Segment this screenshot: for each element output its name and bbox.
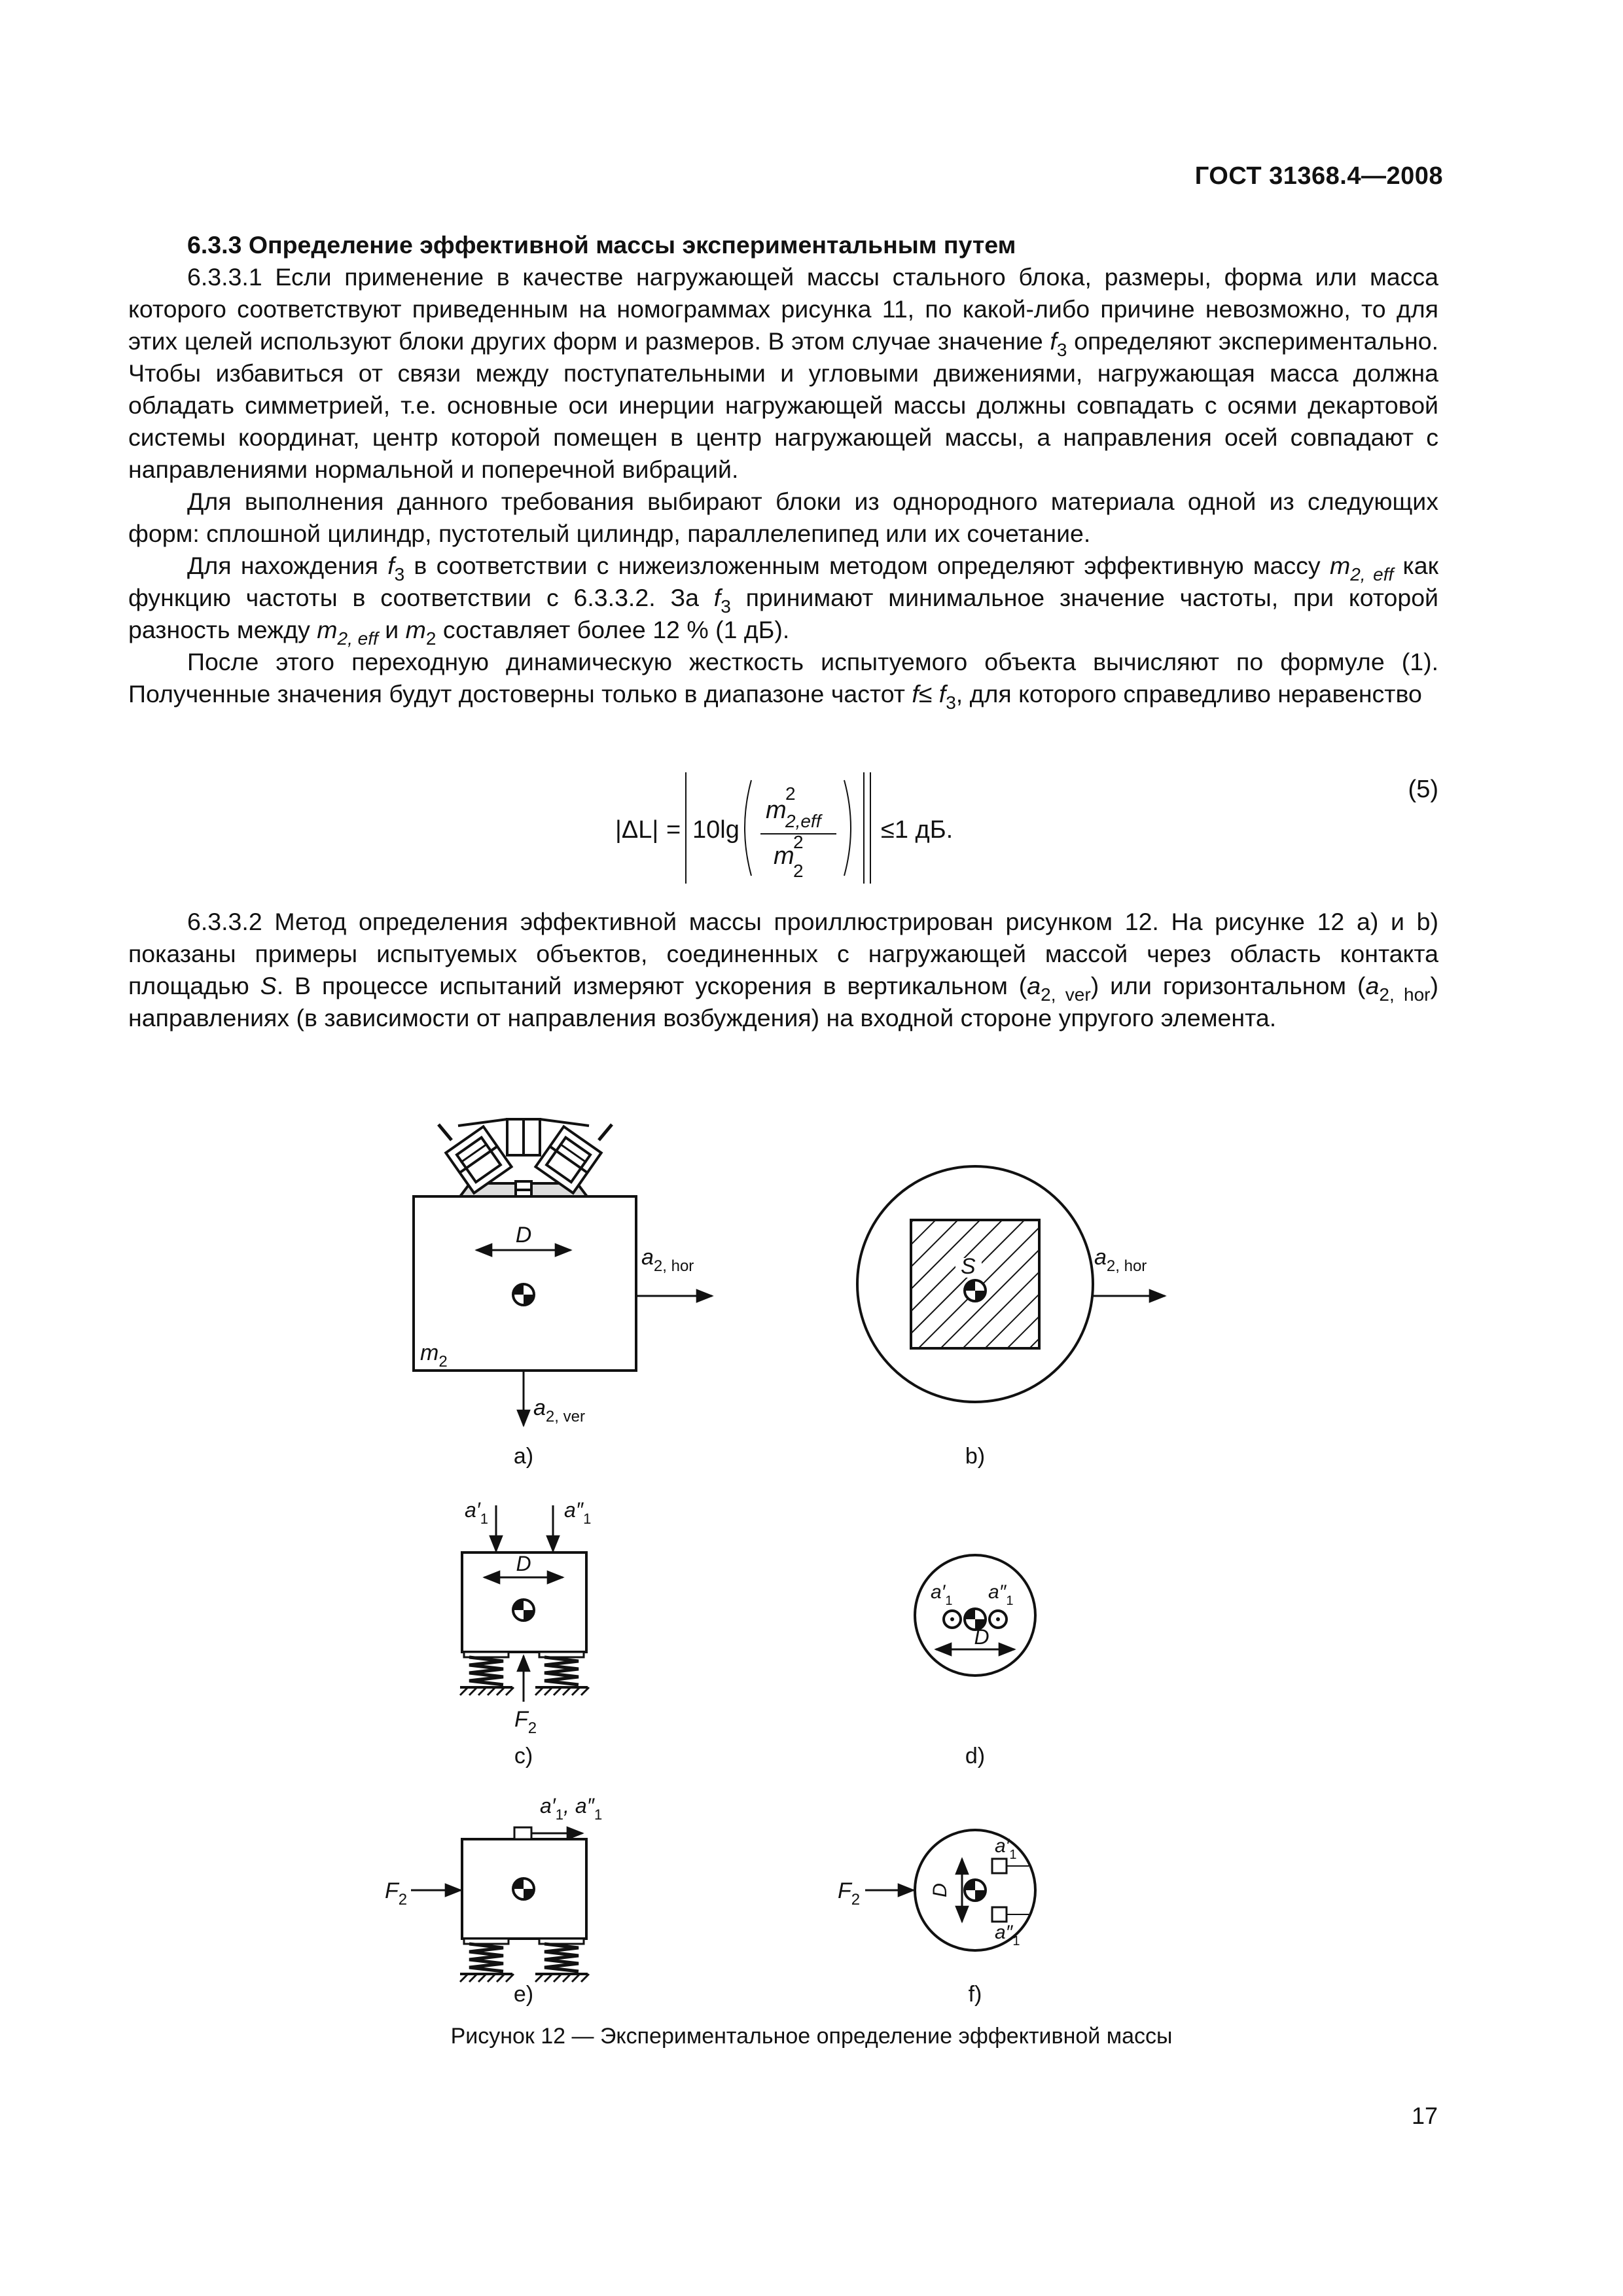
paragraph-validity: После этого переходную динамическую жесткость испытуемого объекта вычисляют по формуле (1). Полученные значения будут достоверны только в диапазоне частот $f\le f_3$, для которого справедливо неравенство xyxy=(128,648,1438,713)
spring-icon xyxy=(535,1652,589,1695)
label-m2: $m_2$ xyxy=(420,1340,448,1371)
panel-b xyxy=(857,1166,1165,1469)
svg-text:m: m xyxy=(766,797,787,824)
svg-text:D: D xyxy=(516,1552,531,1575)
svg-text:D: D xyxy=(929,1883,951,1897)
formula-rhs: ≤1 дБ. xyxy=(881,816,954,844)
panel-label-e: e) xyxy=(513,1982,534,2007)
label-a1-pair: $a'_1$, $a''_1$ xyxy=(540,1794,603,1823)
svg-text:2: 2 xyxy=(793,832,804,852)
label-s: S xyxy=(961,1254,976,1279)
sensor-a1-double-prime-icon xyxy=(992,1907,1007,1922)
svg-text:a″1: $a''_1$ xyxy=(988,1581,1014,1608)
panel-label-a: a) xyxy=(513,1444,534,1469)
panel-c xyxy=(460,1498,591,1768)
panel-label-f: f) xyxy=(968,1982,982,2007)
spring-icon xyxy=(535,1939,589,1982)
svg-text:2: 2 xyxy=(793,861,804,881)
sensor-icon xyxy=(514,1827,531,1839)
formula-function: 10lg xyxy=(692,816,740,844)
panel-f xyxy=(838,1830,1035,2007)
center-of-gravity-icon xyxy=(513,1284,534,1305)
page-number: 17 xyxy=(1411,2102,1438,2129)
formula-number: (5) xyxy=(1408,776,1438,803)
center-of-gravity-icon xyxy=(965,1280,986,1301)
svg-text:2: 2 xyxy=(785,783,796,804)
formula-equals: = xyxy=(666,816,681,844)
svg-text:D: D xyxy=(974,1625,990,1649)
paragraph-f3: Для нахождения $f_3$ в соответствии с нижеизложенным методом определяют эффективную массу $m_{2, eff}$ как функцию частоты в соответствии с 6.3.3.2. За $f_3$ принимают минимальное значение частоты, при которой разность между $m_{2, eff}$ и $m_2$ составляет более 12 % (1 дБ). xyxy=(128,552,1439,649)
svg-text:m: m xyxy=(774,842,794,870)
label-f2: $F_2$ xyxy=(385,1878,408,1909)
formula-lhs: |ΔL| xyxy=(615,816,659,844)
figure-caption: Рисунок 12 — Экспериментальное определение эффективной массы xyxy=(450,2024,1173,2049)
label-f2: $F_2$ xyxy=(838,1878,861,1909)
panel-e xyxy=(385,1794,602,2007)
panel-d xyxy=(915,1555,1035,1768)
label-d: D xyxy=(515,1223,532,1247)
paragraph-6-3-3-2: 6.3.3.2 Метод определения эффективной массы проиллюстрирован рисунком 12. На рисунке 12 a) и b) показаны примеры испытуемых объектов, соединенных с нагружающей массой через область контакта площадью S. В процессе испытаний измеряют ускорения в вертикальном $(a_{2, ver})$ или горизонтальном $(a_{2, hor})$ направлениях (в зависимости от направления возбуждения) на входной стороне упругого элемента. xyxy=(128,908,1438,1031)
document-header: ГОСТ 31368.4—2008 xyxy=(1194,162,1443,190)
label-a2-hor: $a_{2, hor}$ xyxy=(1094,1245,1147,1275)
panel-label-c: c) xyxy=(514,1744,533,1768)
panel-label-b: b) xyxy=(965,1444,986,1469)
panel-a xyxy=(414,1119,712,1469)
svg-text:2,eff: 2,eff xyxy=(785,811,821,831)
label-a1-prime: $a'_1$ xyxy=(465,1498,489,1527)
center-of-gravity-icon xyxy=(965,1880,986,1901)
center-of-gravity-icon xyxy=(513,1600,534,1621)
center-of-gravity-icon xyxy=(513,1878,534,1899)
label-a2-hor: $a_{2, hor}$ xyxy=(641,1245,694,1275)
spring-icon xyxy=(460,1652,514,1695)
panel-label-d: d) xyxy=(965,1744,986,1768)
svg-text:a″1: $a''_1$ xyxy=(995,1922,1020,1948)
paragraph-shapes: Для выполнения данного требования выбирают блоки из однородного материала одной из следующих форм: сплошной цилиндр, пустотелый цилиндр, параллелепипед или их сочетание. xyxy=(128,488,1438,547)
sensor-a1-prime-icon xyxy=(992,1859,1007,1873)
label-a2-ver: $a_{2, ver}$ xyxy=(533,1395,585,1426)
svg-text:a′1: $a'_1$ xyxy=(931,1581,953,1608)
svg-text:a′1: $a'_1$ xyxy=(995,1835,1017,1862)
paragraph-6-3-3-1: 6.3.3.1 Если применение в качестве нагружающей массы стального блока, размеры, форма или масса которого соответствуют приведенным на номограммах рисунка 11, по какой-либо причине невозможно, то для этих целей используют блоки других форм и размеров. В этом случае значение $f_3$ определяют экспериментально. Чтобы избавиться от связи между поступательными и угловыми движениями, нагружающая масса должна обладать симметрией, т.е. основные оси инерции нагружающей массы должны совпадать с осями декартовой системы координат, центр которой помещен в центр нагружающей массы, а направления осей совпадают с направлениями нормальной и поперечной вибраций. xyxy=(128,263,1438,483)
label-a1-double-prime: $a''_1$ xyxy=(564,1498,592,1527)
spring-icon xyxy=(460,1939,514,1982)
label-f2: $F_2$ xyxy=(514,1707,537,1737)
section-heading: 6.3.3 Определение эффективной массы экспериментальным путем xyxy=(187,231,1016,259)
